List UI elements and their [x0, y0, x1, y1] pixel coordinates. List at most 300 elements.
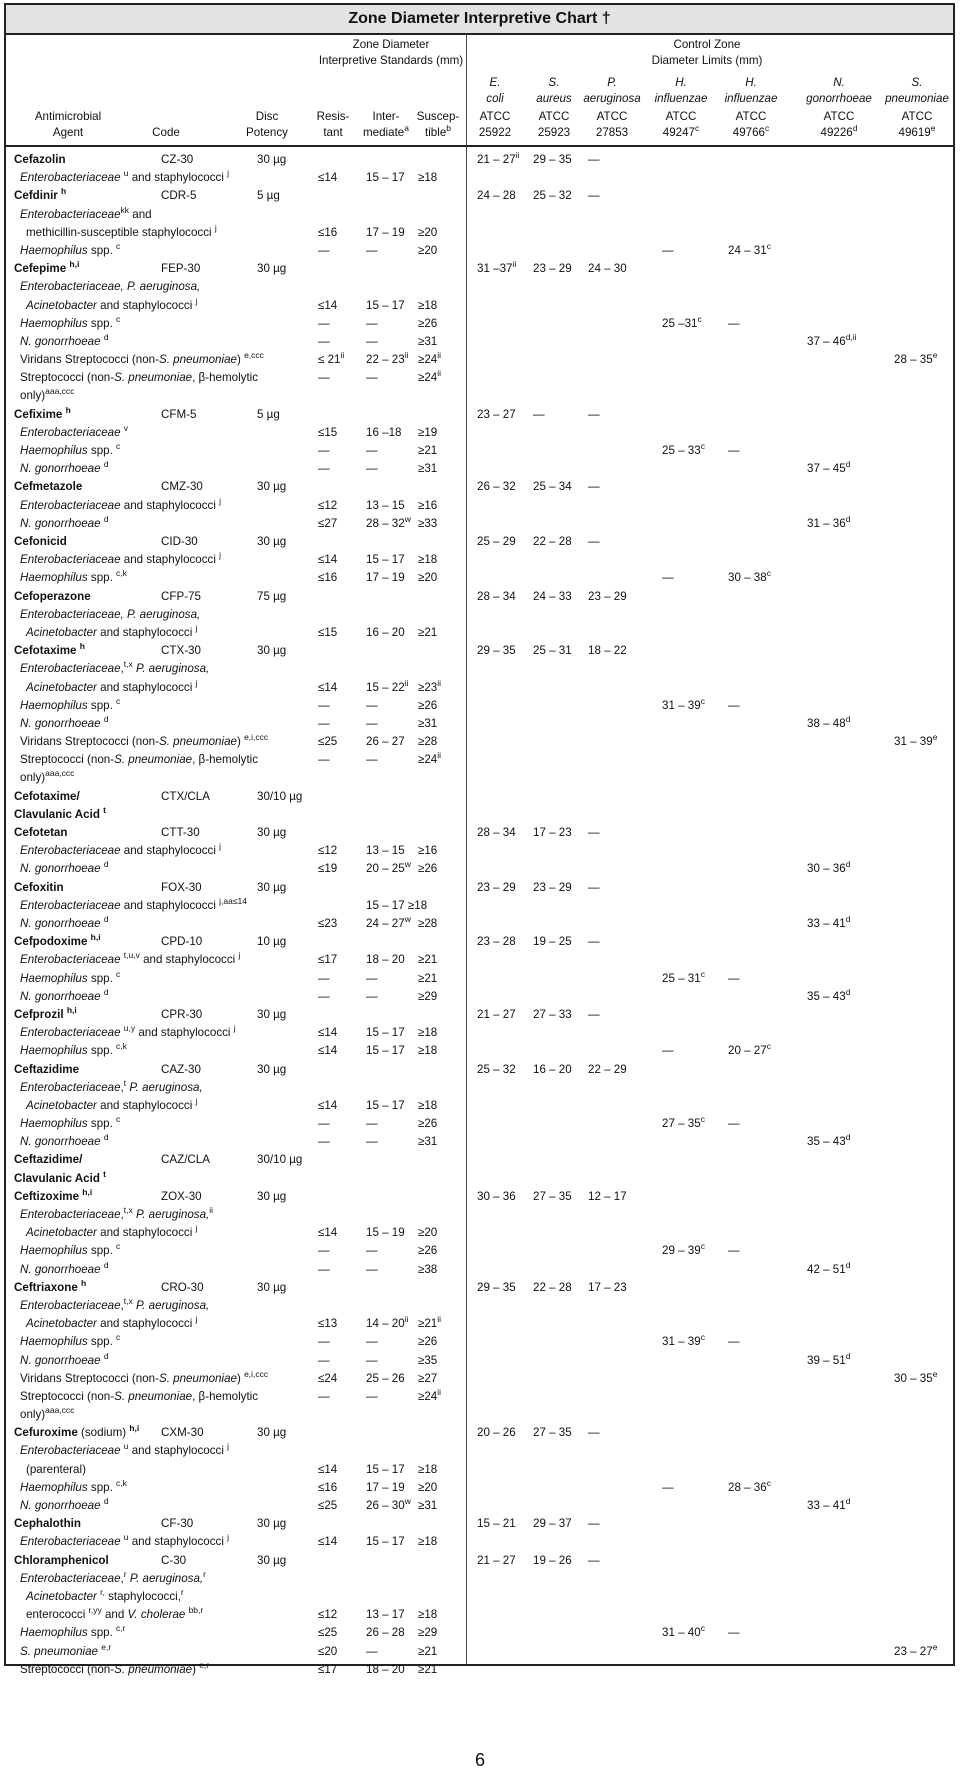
organism-label: Haemophilus spp. $^c$ [20, 1241, 121, 1257]
hinfluenzae-49766-range: 24 – 31$^c$ [728, 241, 771, 257]
susceptible-value: $\ge 24^{ii}$ [418, 1387, 442, 1403]
resistant-value: ≤19 [318, 862, 338, 875]
control-organism-genus: N. [833, 76, 845, 89]
susceptible-value: ≥19 [418, 426, 438, 439]
saureus-control-range: 19 – 26 [533, 1554, 572, 1567]
ecoli-control-range: 21 – 27 [477, 1554, 516, 1567]
paeruginosa-control-range: 12 – 17 [588, 1190, 627, 1203]
control-atcc-label: ATCC [735, 110, 767, 123]
susceptible-value: ≥31 [418, 1135, 438, 1148]
organism-label: N. gonorrhoeae $^d$ [20, 459, 109, 475]
resistant-value: — [318, 753, 330, 766]
agent-name: Cefonicid [14, 535, 67, 548]
control-organism-species: influenzae [724, 92, 778, 105]
susceptible-value: ≥21 [418, 953, 438, 966]
drug-code: CRO-30 [161, 1281, 204, 1294]
resistant-value: ≤14 [318, 1226, 338, 1239]
organism-label: Enterobacteriaceae$^{kk}$ and [20, 205, 152, 221]
hinfluenzae-49247-range: 31 – 39$^c$ [662, 696, 705, 712]
ecoli-control-range: 25 – 32 [477, 1063, 516, 1076]
susceptible-value: $\ge 24^{ii}$ [418, 750, 442, 766]
susceptible-value: ≥29 [418, 990, 438, 1003]
intermediate-value: 16 – 20 [366, 626, 405, 639]
organism-label: Acinetobacter and staphylococci $^j$ [26, 1223, 198, 1239]
resistant-value: ≤ $21^{ii}$ [318, 350, 345, 366]
resistant-value: ≤23 [318, 917, 338, 930]
intermediate-value: 26 – 30$^w$ [366, 1496, 411, 1512]
intermediate-value: 13 – 15 [366, 844, 405, 857]
paeruginosa-control-range: — [588, 408, 600, 421]
resistant-value: ≤14 [318, 553, 338, 566]
intermediate-value: 18 – 20 [366, 953, 405, 966]
resistant-value: ≤25 [318, 1499, 338, 1512]
saureus-control-range: 23 – 29 [533, 881, 572, 894]
paeruginosa-control-range: — [588, 480, 600, 493]
organism-label: Enterobacteriaceae,$^{t,x}$ P. aeruginosa, [20, 1296, 210, 1312]
paeruginosa-control-range: — [588, 153, 600, 166]
hinfluenzae-49247-range: 25 –31$^c$ [662, 314, 702, 330]
susceptible-value: ≥28 [418, 917, 438, 930]
organism-label: Enterobacteriaceae and staphylococci $^j$ [20, 841, 222, 857]
ecoli-control-range: 29 – 35 [477, 644, 516, 657]
drug-code: CPR-30 [161, 1008, 203, 1021]
organism-label: Haemophilus spp. $^{c,k}$ [20, 568, 127, 584]
intermediate-value: — [366, 1335, 378, 1348]
agent-name: Ceftazidime/ [14, 1153, 83, 1166]
paeruginosa-control-range: 18 – 22 [588, 644, 627, 657]
ngonorrhoeae-control-range: $37 - 46^{d,ii}$ [807, 332, 857, 348]
potency-column-header: Potency [246, 126, 288, 139]
organism-label: N. gonorrhoeae $^d$ [20, 859, 109, 875]
susceptible-column-header: Suscep- [416, 110, 460, 123]
hinfluenzae-49766-range: — [728, 1335, 740, 1348]
hinfluenzae-49766-range: — [728, 444, 740, 457]
resistant-value: ≤16 [318, 571, 338, 584]
saureus-control-range: 22 – 28 [533, 1281, 572, 1294]
spneumoniae-control-range: 28 – 35e [894, 350, 938, 366]
intermediate-value: — [366, 371, 378, 384]
ecoli-control-range: 29 – 35 [477, 1281, 516, 1294]
susceptible-value: ≥29 [418, 1626, 438, 1639]
organism-label: Enterobacteriaceae $^{u,y}$ and staphylococci $^j$ [20, 1023, 236, 1039]
disc-potency: 5 µg [257, 189, 280, 202]
hinfluenzae-49247-range: — [662, 244, 674, 257]
susceptible-value: $\ge 23^{ii}$ [418, 678, 442, 694]
organism-label: Streptococci (non-S. pneumoniae) $^{e,r}$ [20, 1660, 210, 1676]
intermediate-value: 13 – 15 [366, 499, 405, 512]
disc-potency: 30 µg [257, 644, 287, 657]
agent-name: Ceftriaxone $^h$ [14, 1278, 87, 1294]
susceptible-value: ≥18 [418, 1608, 438, 1621]
intermediate-value: — [366, 1263, 378, 1276]
susceptible-value: $\ge 21^{ii}$ [418, 1314, 442, 1330]
saureus-control-range: 24 – 33 [533, 590, 572, 603]
susceptible-value: ≥18 [418, 1535, 438, 1548]
organism-label: Enterobacteriaceae $^u$ and staphylococci $^j$ [20, 168, 230, 184]
intermediate-value: 15 – 17 [366, 1044, 405, 1057]
susceptible-value: ≥26 [418, 862, 438, 875]
resistant-value: ≤27 [318, 517, 338, 530]
saureus-control-range: 25 – 32 [533, 189, 572, 202]
resistant-value: — [318, 1354, 330, 1367]
control-organism-genus: H. [745, 76, 757, 89]
control-atcc-label: ATCC [665, 110, 697, 123]
hinfluenzae-49766-range: — [728, 1244, 740, 1257]
intermediate-column-header: Inter- [372, 110, 400, 123]
susceptible-value: ≥28 [418, 735, 438, 748]
agent-name: Cefotetan [14, 826, 68, 839]
paeruginosa-control-range: — [588, 1008, 600, 1021]
resistant-value: ≤13 [318, 1317, 338, 1330]
control-atcc-number: 49247$^c$ [662, 123, 700, 139]
intermediate-value: 24 – 27$^w$ [366, 914, 411, 930]
organism-label: Enterobacteriaceae,$^t$ P. aeruginosa, [20, 1078, 203, 1094]
susceptible-value: $\ge 24^{ii}$ [418, 350, 442, 366]
paeruginosa-control-range: 24 – 30 [588, 262, 627, 275]
intermediate-value: 15 – 22$^{ii}$ [366, 678, 409, 694]
spneumoniae-control-range: 31 – 39e [894, 732, 938, 748]
resistant-value: — [318, 990, 330, 1003]
ngonorrhoeae-control-range: 37 – 45$^d$ [807, 459, 851, 475]
page-title: Zone Diameter Interpretive Chart † [6, 5, 953, 35]
disc-potency: 30 µg [257, 1281, 287, 1294]
intermediate-value: 25 – 26 [366, 1372, 405, 1385]
ngonorrhoeae-control-range: 38 – 48$^d$ [807, 714, 851, 730]
susceptible-value: ≥38 [418, 1263, 438, 1276]
susceptible-value: ≥18 [418, 171, 438, 184]
susceptible-value: ≥26 [418, 699, 438, 712]
organism-label: only)$^{aaa,ccc}$ [20, 768, 75, 784]
ecoli-control-range: 24 – 28 [477, 189, 516, 202]
control-group-label: Diameter Limits (mm) [651, 54, 763, 67]
spneumoniae-control-range: 30 – 35e [894, 1369, 938, 1385]
intermediate-value: 15 – 17 [366, 171, 405, 184]
hinfluenzae-49247-range: — [662, 1481, 674, 1494]
agent-name: Clavulanic Acid $^t$ [14, 805, 106, 821]
organism-label: Haemophilus spp. $^c$ [20, 969, 121, 985]
agent-name: Cefoxitin [14, 881, 64, 894]
organism-label: Streptococci (non-S. pneumoniae, β-hemolytic [20, 753, 259, 766]
intermediate-value: — [366, 335, 378, 348]
resistant-value: — [318, 244, 330, 257]
intermediate-column-header: mediate$^a$ [363, 123, 409, 139]
organism-label: N. gonorrhoeae $^d$ [20, 514, 109, 530]
organism-label: N. gonorrhoeae $^d$ [20, 987, 109, 1003]
intermediate-value: — [366, 753, 378, 766]
drug-code: CZ-30 [161, 153, 194, 166]
intermediate-value: — [366, 1244, 378, 1257]
ngonorrhoeae-control-range: 31 – 36$^d$ [807, 514, 851, 530]
organism-label: (parenteral) [26, 1463, 86, 1476]
agent-name: Ceftizoxime $^{h,i}$ [14, 1187, 93, 1203]
ngonorrhoeae-control-range: 35 – 43$^d$ [807, 1132, 851, 1148]
intermediate-value: — [366, 1117, 378, 1130]
control-organism-species: gonorrhoeae [806, 92, 872, 105]
agent-name: Chloramphenicol [14, 1554, 109, 1567]
susceptible-value: ≥18 [418, 1099, 438, 1112]
agent-name: Cefuroxime (sodium) $^{h,i}$ [14, 1423, 140, 1439]
susceptible-value: $\ge 24^{ii}$ [418, 368, 442, 384]
resistant-value: ≤12 [318, 1608, 338, 1621]
interp-group-label: Interpretive Standards (mm) [318, 54, 464, 67]
organism-label: Acinetobacter and staphylococci $^j$ [26, 296, 198, 312]
susceptible-value: ≥26 [418, 317, 438, 330]
code-column-header: Code [152, 126, 180, 139]
saureus-control-range: 23 – 29 [533, 262, 572, 275]
potency-column-header: Disc [255, 110, 279, 123]
hinfluenzae-49766-range: 30 – 38$^c$ [728, 568, 771, 584]
resistant-value: — [318, 1244, 330, 1257]
agent-name: Cefepime $^{h,i}$ [14, 259, 80, 275]
drug-code: CAZ-30 [161, 1063, 201, 1076]
hinfluenzae-49247-range: 27 – 35$^c$ [662, 1114, 705, 1130]
intermediate-value: 18 – 20 [366, 1663, 405, 1676]
control-atcc-number: 49619e [898, 123, 936, 139]
hinfluenzae-49247-range: — [662, 571, 674, 584]
control-atcc-number: 49766$^c$ [732, 123, 770, 139]
organism-label: methicillin-susceptible staphylococci $^j$ [26, 223, 217, 239]
intermediate-value: 15 – 17 [366, 299, 405, 312]
column-divider [466, 35, 467, 1664]
drug-code: FOX-30 [161, 881, 202, 894]
saureus-control-range: 17 – 23 [533, 826, 572, 839]
intermediate-value: 15 – 17 [366, 1535, 405, 1548]
paeruginosa-control-range: — [588, 1517, 600, 1530]
ecoli-control-range: 30 – 36 [477, 1190, 516, 1203]
agent-name: Cefpodoxime $^{h,i}$ [14, 932, 101, 948]
intermediate-value: — [366, 717, 378, 730]
ecoli-control-range: 23 – 28 [477, 935, 516, 948]
organism-label: Enterobacteriaceae and staphylococci $^{j,aa\le 14}$ [20, 896, 247, 912]
organism-label: Enterobacteriaceae, P. aeruginosa, [20, 608, 201, 621]
intermediate-value: 20 – 25$^w$ [366, 859, 411, 875]
susceptible-value: ≥31 [418, 717, 438, 730]
resistant-value: — [318, 371, 330, 384]
drug-code: C-30 [161, 1554, 187, 1567]
organism-label: Haemophilus spp. $^c$ [20, 696, 121, 712]
ecoli-control-range: 23 – 27 [477, 408, 516, 421]
page-number: 6 [474, 1750, 485, 1770]
disc-potency: 30 µg [257, 153, 287, 166]
organism-label: Haemophilus spp. $^c$ [20, 441, 121, 457]
intermediate-value: — [366, 1645, 378, 1658]
organism-label: Haemophilus spp. $^{c,r}$ [20, 1623, 126, 1639]
hinfluenzae-49766-range: — [728, 1117, 740, 1130]
control-atcc-number: 25923 [537, 126, 571, 139]
drug-code: CFM-5 [161, 408, 197, 421]
susceptible-value: ≥26 [418, 1244, 438, 1257]
resistant-value: — [318, 1335, 330, 1348]
disc-potency: 30/10 µg [257, 1153, 303, 1166]
organism-label: Haemophilus spp. $^c$ [20, 241, 121, 257]
disc-potency: 30 µg [257, 826, 287, 839]
susceptible-value: ≥18 [418, 1463, 438, 1476]
intermediate-value: — [366, 699, 378, 712]
disc-potency: 10 µg [257, 935, 287, 948]
control-atcc-label: ATCC [901, 110, 933, 123]
saureus-control-range: 16 – 20 [533, 1063, 572, 1076]
organism-label: N. gonorrhoeae $^d$ [20, 332, 109, 348]
disc-potency: 30 µg [257, 535, 287, 548]
resistant-value: — [318, 317, 330, 330]
hinfluenzae-49766-range: 20 – 27$^c$ [728, 1041, 771, 1057]
paeruginosa-control-range: — [588, 1426, 600, 1439]
organism-label: N. gonorrhoeae $^d$ [20, 1132, 109, 1148]
organism-label: Enterobacteriaceae,$^{t,x}$ P. aeruginosa, [20, 659, 210, 675]
susceptible-value: ≥31 [418, 335, 438, 348]
drug-code: CTX-30 [161, 644, 201, 657]
control-organism-species: aureus [536, 92, 572, 105]
susceptible-value: ≥18 [418, 553, 438, 566]
intermediate-value: 16 –18 [366, 426, 402, 439]
paeruginosa-control-range: — [588, 189, 600, 202]
organism-label: Haemophilus spp. $^{c,k}$ [20, 1478, 127, 1494]
control-organism-species: influenzae [654, 92, 708, 105]
susceptible-value: ≥21 [418, 444, 438, 457]
organism-label: N. gonorrhoeae $^d$ [20, 714, 109, 730]
resistant-column-header: Resis- [316, 110, 350, 123]
organism-label: Enterobacteriaceae and staphylococci $^j$ [20, 550, 222, 566]
drug-code: CXM-30 [161, 1426, 204, 1439]
paeruginosa-control-range: — [588, 881, 600, 894]
spneumoniae-control-range: 23 – 27e [894, 1642, 938, 1658]
organism-label: Streptococci (non-S. pneumoniae, β-hemolytic [20, 1390, 259, 1403]
drug-code: ZOX-30 [161, 1190, 202, 1203]
susceptible-value: ≥31 [418, 462, 438, 475]
intermediate-value: 17 – 19 [366, 571, 405, 584]
susceptible-value: ≥31 [418, 1499, 438, 1512]
susceptible-value: ≥35 [418, 1354, 438, 1367]
susceptible-value: ≥20 [418, 1481, 438, 1494]
control-group-label: Control Zone [673, 38, 741, 51]
disc-potency: 5 µg [257, 408, 280, 421]
resistant-value: — [318, 444, 330, 457]
intermediate-value: 22 – 23$^{ii}$ [366, 350, 409, 366]
intermediate-value: 15 – 19 [366, 1226, 405, 1239]
saureus-control-range: — [533, 408, 545, 421]
intermediate-value: 17 – 19 [366, 226, 405, 239]
control-organism-species: pneumoniae [885, 92, 949, 105]
control-organism-genus: H. [675, 76, 687, 89]
hinfluenzae-49247-range: — [662, 1044, 674, 1057]
intermediate-value: 15 – 17 [366, 1463, 405, 1476]
drug-code: FEP-30 [161, 262, 201, 275]
hinfluenzae-49766-range: — [728, 699, 740, 712]
organism-label: N. gonorrhoeae $^d$ [20, 1351, 109, 1367]
ecoli-control-range: 31 –37$^{ii}$ [477, 259, 517, 275]
resistant-value: — [318, 1117, 330, 1130]
ecoli-control-range: 25 – 29 [477, 535, 516, 548]
paeruginosa-control-range: 23 – 29 [588, 590, 627, 603]
organism-label: Enterobacteriaceae $^u$ and staphylococci $^j$ [20, 1532, 230, 1548]
susceptible-value: ≥16 [418, 499, 438, 512]
resistant-value: ≤15 [318, 426, 338, 439]
agent-column-header: Agent [52, 126, 84, 139]
hinfluenzae-49247-range: 31 – 39$^c$ [662, 1332, 705, 1348]
disc-potency: 30 µg [257, 262, 287, 275]
agent-name: Cefotaxime $^h$ [14, 641, 85, 657]
hinfluenzae-49766-range: — [728, 1626, 740, 1639]
susceptible-value: ≥33 [418, 517, 438, 530]
resistant-value: — [318, 335, 330, 348]
intermediate-value: 15 – 17 [366, 1099, 405, 1112]
intermediate-value: 15 – 17 [366, 553, 405, 566]
organism-label: Acinetobacter $^{r,}$ staphylococci,$^r$ [26, 1587, 184, 1603]
drug-code: CFP-75 [161, 590, 201, 603]
ecoli-control-range: 21 – 27 [477, 1008, 516, 1021]
susceptible-value: ≥27 [418, 1372, 438, 1385]
organism-label: only)$^{aaa,ccc}$ [20, 386, 75, 402]
resistant-value: ≤14 [318, 1535, 338, 1548]
resistant-value: ≤24 [318, 1372, 338, 1385]
control-atcc-number: 27853 [595, 126, 629, 139]
organism-label: Streptococci (non-S. pneumoniae, β-hemolytic [20, 371, 259, 384]
disc-potency: 30 µg [257, 1190, 287, 1203]
intermediate-value: — [366, 244, 378, 257]
susceptible-value: ≥20 [418, 571, 438, 584]
organism-label: enterococci $^{r,yy}$ and V. cholerae $^{bb,r}$ [26, 1605, 204, 1621]
susceptible-value: ≥18 [418, 1044, 438, 1057]
intermediate-value: — [366, 972, 378, 985]
intermediate-value: — [366, 444, 378, 457]
organism-label: only)$^{aaa,ccc}$ [20, 1405, 75, 1421]
resistant-value: — [318, 972, 330, 985]
resistant-value: — [318, 717, 330, 730]
organism-label: Enterobacteriaceae and staphylococci $^j$ [20, 496, 222, 512]
resistant-value: ≤14 [318, 1044, 338, 1057]
organism-label: Acinetobacter and staphylococci $^j$ [26, 678, 198, 694]
organism-label: Acinetobacter and staphylococci $^j$ [26, 623, 198, 639]
disc-potency: 30 µg [257, 1063, 287, 1076]
agent-name: Cephalothin [14, 1517, 81, 1530]
drug-code: CID-30 [161, 535, 198, 548]
disc-potency: 30/10 µg [257, 790, 303, 803]
agent-column-header: Antimicrobial [34, 110, 102, 123]
ngonorrhoeae-control-range: 33 – 41$^d$ [807, 914, 851, 930]
susceptible-value: ≥20 [418, 244, 438, 257]
ngonorrhoeae-control-range: 39 – 51$^d$ [807, 1351, 851, 1367]
resistant-value: ≤14 [318, 171, 338, 184]
resistant-value: ≤12 [318, 844, 338, 857]
resistant-value: ≤14 [318, 1463, 338, 1476]
resistant-value: ≤17 [318, 953, 338, 966]
control-atcc-number: 49226$^d$ [820, 123, 858, 139]
resistant-value: ≤16 [318, 1481, 338, 1494]
organism-label: Haemophilus spp. $^c$ [20, 314, 121, 330]
agent-name: Cefprozil $^{h,i}$ [14, 1005, 77, 1021]
drug-code: CTT-30 [161, 826, 200, 839]
disc-potency: 75 µg [257, 590, 287, 603]
paeruginosa-control-range: — [588, 826, 600, 839]
susceptible-value: ≥16 [418, 844, 438, 857]
organism-label: Haemophilus spp. $^{c,k}$ [20, 1041, 127, 1057]
organism-label: Enterobacteriaceae $^v$ [20, 423, 129, 439]
control-organism-genus: E. [489, 76, 501, 89]
organism-label: Enterobacteriaceae,$^{t,x}$ P. aeruginosa,$^{ii}$ [20, 1205, 214, 1221]
hinfluenzae-49247-range: 31 – 40$^c$ [662, 1623, 705, 1639]
susceptible-value: ≥21 [418, 626, 438, 639]
organism-label: Viridans Streptococci (non-S. pneumoniae) $^{e,i,ccc}$ [20, 1369, 269, 1385]
saureus-control-range: 22 – 28 [533, 535, 572, 548]
intermediate-value: 26 – 27 [366, 735, 405, 748]
paeruginosa-control-range: — [588, 935, 600, 948]
hinfluenzae-49247-range: 25 – 31$^c$ [662, 969, 705, 985]
susceptible-value: ≥18 [418, 299, 438, 312]
control-organism-genus: P. [607, 76, 617, 89]
drug-code: CDR-5 [161, 189, 197, 202]
resistant-value: — [318, 1263, 330, 1276]
susceptible-value: ≥26 [418, 1117, 438, 1130]
